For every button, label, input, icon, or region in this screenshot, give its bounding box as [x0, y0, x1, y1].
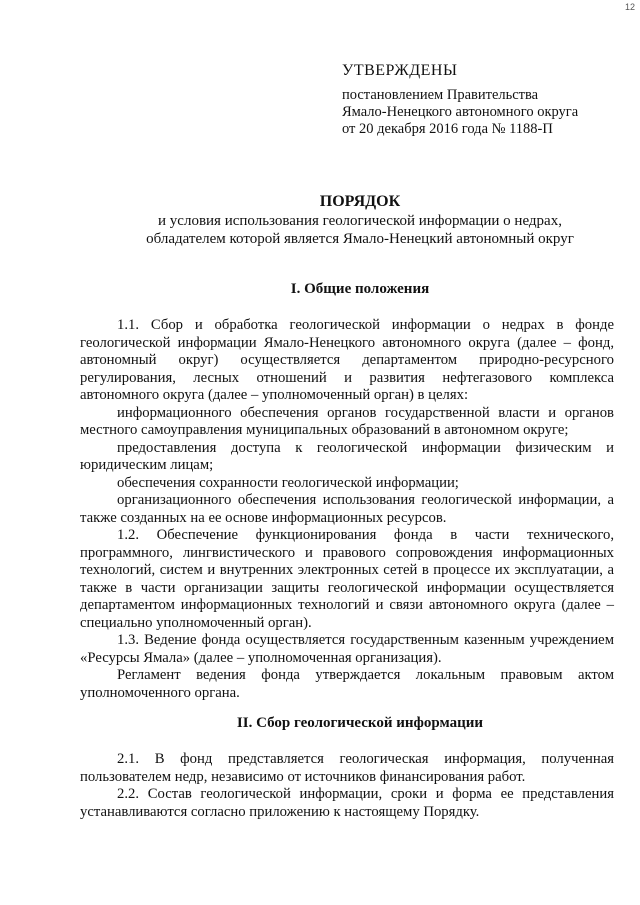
page-corner-mark: 12: [625, 2, 636, 12]
paragraph: 1.1. Сбор и обработка геологической информации о недрах в фонде геологической информации Ямало-Ненецкого автономного округа (далее – фонд, автономный округ) осуществляется департаментом природно-ресурсного регулирования, лесных отношений и развития нефтегазового комплекса автономного округа (далее – уполномоченный орган) в целях:: [80, 317, 614, 403]
paragraph: Регламент ведения фонда утверждается локальным правовым актом уполномоченного органа.: [80, 667, 614, 701]
paragraph: организационного обеспечения использования геологической информации, а также созданных на ее основе информационных ресурсов.: [80, 492, 614, 526]
paragraph: 2.2. Состав геологической информации, сроки и форма ее представления устанавливаются согласно приложению к настоящему Порядку.: [80, 786, 614, 820]
paragraph: предоставления доступа к геологической информации физическим и юридическим лицам;: [80, 439, 614, 473]
document-title: ПОРЯДОК: [319, 193, 401, 210]
paragraph: обеспечения сохранности геологической информации;: [117, 474, 459, 491]
paragraph: 2.1. В фонд представляется геологическая информация, полученная пользователем недр, независимо от источников финансирования работ.: [80, 751, 614, 785]
approval-line: от 20 декабря 2016 года № 1188-П: [342, 121, 553, 137]
section-body: [80, 317, 614, 702]
section-body: [80, 751, 614, 821]
approval-line: постановлением Правительства: [342, 87, 539, 103]
paragraph: 1.2. Обеспечение функционирования фонда в части технического, программного, лингвистического и правового сопровождения информационных технологий, систем и внутренних электронных сетей в процессе их эксплуатации, а также в части организации защиты геологической информации осуществляется департаментом информационных технологий и связи автономного округа (далее – специально уполномоченный орган).: [80, 527, 614, 631]
document-title-block: [80, 193, 640, 248]
approval-heading: УТВЕРЖДЕНЫ: [342, 62, 458, 79]
section-heading: II. Сбор геологической информации: [236, 715, 484, 731]
document-subtitle-line: обладателем которой является Ямало-Ненецкий автономный округ: [146, 231, 574, 247]
section-heading: I. Общие положения: [290, 281, 430, 297]
approval-stamp: [342, 62, 622, 138]
paragraph: 1.3. Ведение фонда осуществляется государственным казенным учреждением «Ресурсы Ямала» (далее – уполномоченная организация).: [80, 632, 614, 666]
document-subtitle-line: и условия использования геологической информации о недрах,: [158, 213, 562, 229]
paragraph: информационного обеспечения органов государственной власти и органов местного самоуправления муниципальных образований в автономном округе;: [80, 404, 614, 438]
approval-line: Ямало-Ненецкого автономного округа: [342, 104, 579, 120]
